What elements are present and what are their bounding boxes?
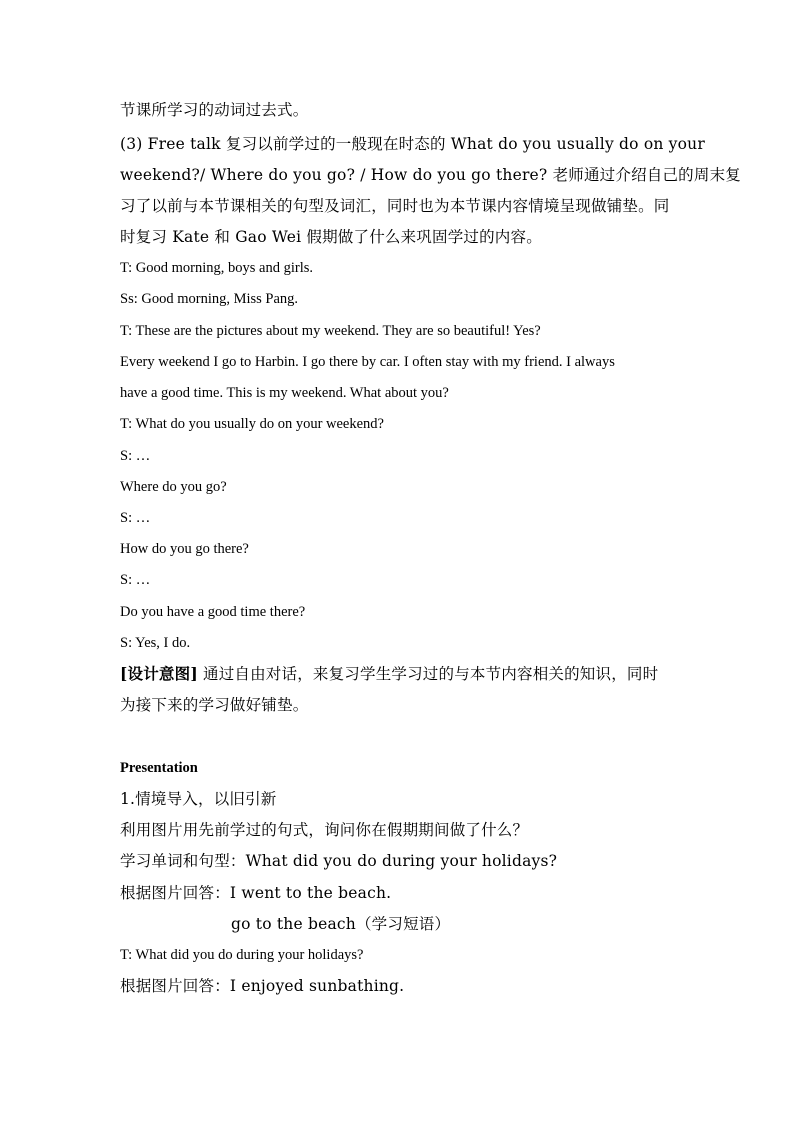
text-line: 利用图片用先前学过的句式，询问你在假期期间做了什么？: [120, 821, 529, 839]
text-line: 1.情境导入，以旧引新: [120, 790, 277, 808]
dialogue-line: T: What did you do during your holidays?: [120, 947, 364, 963]
section-heading: Presentation: [120, 760, 198, 776]
text-line: (3) Free talk 复习以前学过的一般现在时态的 What do you usually do on your: [120, 135, 705, 153]
dialogue-line: Every weekend I go to Harbin. I go there by car. I often stay with my friend. I always: [120, 354, 615, 370]
dialogue-line: S: …: [120, 572, 151, 588]
design-intent-line: 为接下来的学习做好铺垫。: [120, 696, 309, 714]
dialogue-line: S: …: [120, 510, 151, 526]
text-line: 根据图片回答：I went to the beach.: [120, 884, 392, 902]
text-line: 时复习 Kate 和 Gao Wei 假期做了什么来巩固学过的内容。: [120, 228, 542, 246]
text-line: 节课所学习的动词过去式。: [120, 101, 309, 119]
text-line: 根据图片回答：I enjoyed sunbathing.: [120, 977, 405, 995]
dialogue-line: T: What do you usually do on your weekend?: [120, 416, 384, 432]
dialogue-line: How do you go there?: [120, 541, 249, 557]
dialogue-line: S: …: [120, 448, 151, 464]
text-line: 习了以前与本节课相关的句型及词汇，同时也为本节课内容情境呈现做铺垫。同: [120, 197, 670, 215]
design-intent-text: 通过自由对话，来复习学生学习过的与本节内容相关的知识，同时: [197, 665, 659, 683]
dialogue-line: Where do you go?: [120, 479, 227, 495]
text-line: 学习单词和句型：What did you do during your holidays?: [120, 852, 558, 870]
dialogue-line: have a good time. This is my weekend. What about you?: [120, 385, 449, 401]
design-intent-line: [120, 664, 680, 684]
dialogue-line: Ss: Good morning, Miss Pang.: [120, 291, 299, 307]
text-line: weekend?/ Where do you go? / How do you go there? 老师通过介绍自己的周末复: [120, 166, 741, 184]
design-intent-label: [设计意图]: [120, 664, 198, 683]
dialogue-line: Do you have a good time there?: [120, 604, 306, 620]
dialogue-line: T: Good morning, boys and girls.: [120, 260, 314, 276]
dialogue-line: T: These are the pictures about my weekend. They are so beautiful! Yes?: [120, 323, 541, 339]
text-line: go to the beach（学习短语）: [231, 915, 451, 933]
dialogue-line: S: Yes, I do.: [120, 635, 191, 651]
